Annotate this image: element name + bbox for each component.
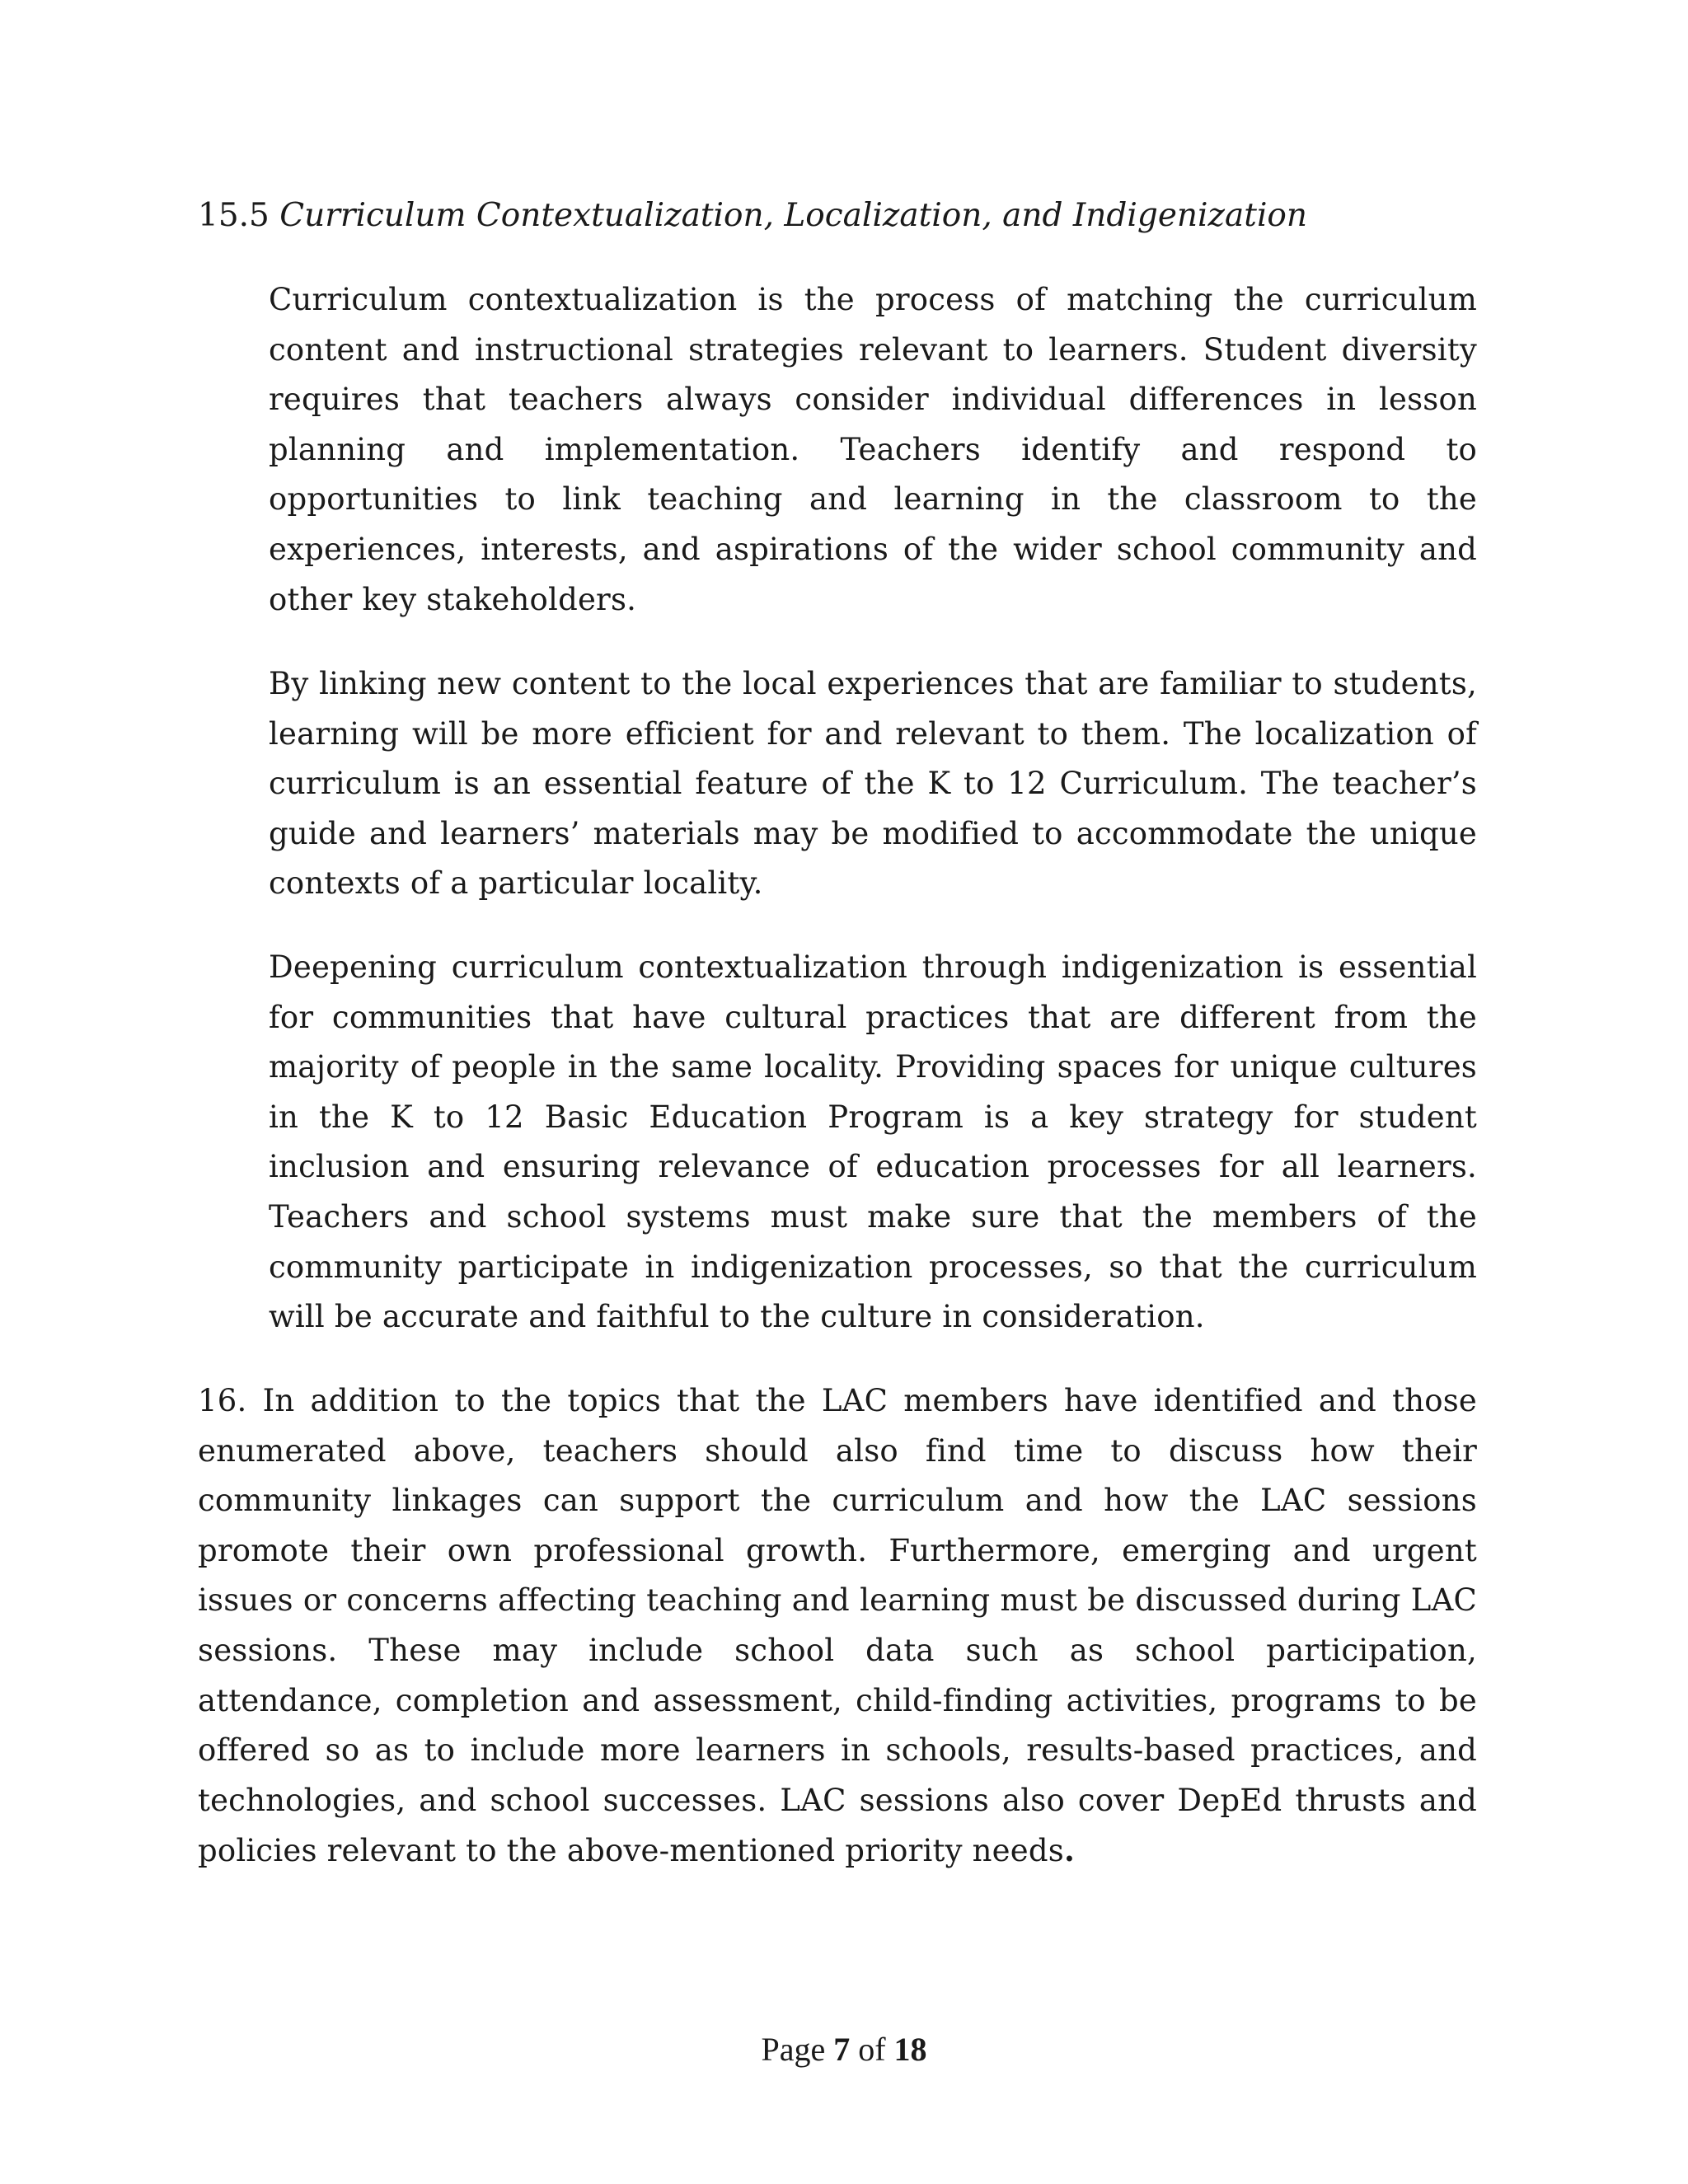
item-16-text: 16. In addition to the topics that the LAC members have identified and those enumerated above, teachers should also find time to discuss how their community linkages can support the curriculum and how the LAC sessions promote their own professional growth. Furthermore, emerging and urgent issues or concerns affecting teaching and learning must be discussed during LAC sessions. These may include school data such as school participation, attendance, completion and assessment, child-finding activities, programs to be offered so as to include more learners in schools, results-based practices, and technologies, and school successes. LAC sessions also cover DepEd thrusts and policies relevant to the above-mentioned priority needs — [198, 1383, 1477, 1869]
footer-current-page: 7 — [833, 2031, 851, 2068]
item-16-paragraph — [198, 1376, 1477, 1877]
footer-total-pages: 18 — [893, 2031, 927, 2068]
footer-middle: of — [850, 2031, 894, 2068]
page-footer — [0, 2029, 1688, 2070]
paragraph-localization: By linking new content to the local experiences that are familiar to students, learning will be more efficient for and relevant to them. The localization of curriculum is an essential feature of the K to 12 Curriculum. The teacher’s guide and learners’ materials may be modified to accommodate the unique contexts of a particular locality. — [269, 666, 1477, 902]
paragraph-contextualization: Curriculum contextualization is the process of matching the curriculum content and instructional strategies relevant to learners. Student diversity requires that teachers always consider individual differences in lesson planning and implementation. Teachers identify and respond to opportunities to link teaching and learning in the classroom to the experiences, interests, and aspirations of the wider school community and other key stakeholders. — [269, 282, 1477, 617]
paragraph-indigenization: Deepening curriculum contextualization through indigenization is essential for communities that have cultural practices that are different from the majority of people in the same locality. Providing spaces for unique cultures in the K to 12 Basic Education Program is a key strategy for student inclusion and ensuring relevance of education processes for all learners. Teachers and school systems must make sure that the members of the community participate in indigenization processes, so that the curriculum will be accurate and faithful to the culture in consideration. — [269, 949, 1477, 1335]
item-16-end-mark: . — [1063, 1832, 1076, 1869]
section-title: Curriculum Contextualization, Localization, and Indigenization — [279, 197, 1308, 234]
section-number: 15.5 — [198, 197, 270, 234]
section-heading — [198, 191, 1307, 241]
footer-prefix: Page — [761, 2031, 834, 2068]
